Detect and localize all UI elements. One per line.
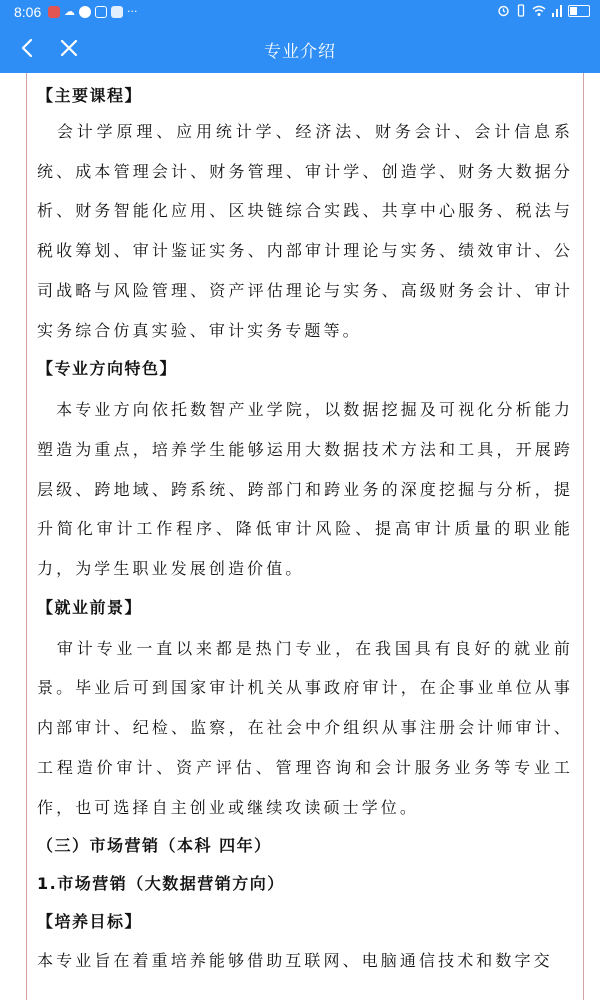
notification-box-icon xyxy=(95,6,107,18)
cloud-icon: ☁ xyxy=(64,5,75,18)
notification-circle-icon xyxy=(79,6,91,18)
notification-app-icon xyxy=(48,6,60,18)
goal-heading: 【培养目标】 xyxy=(37,912,143,932)
career-heading: 【就业前景】 xyxy=(37,597,143,617)
career-text: 审计专业一直以来都是热门专业，在我国具有良好的就业前景。毕业后可到国家审计机关从事政府审计，在企事业单位从事内部审计、纪检、监察，在社会中介组织从事注册会计师审计、工程造价审计、资产评估、管理咨询和会计服务业务等专业工作，也可选择自主创业或继续攻读硕士学位。 xyxy=(37,638,573,817)
features-text: 本专业方向依托数智产业学院，以数据挖掘及可视化分析能力塑造为重点，培养学生能够运用大数据技术方法和工具，开展跨层级、跨地域、跨系统、跨部门和跨业务的深度挖掘与分析，提升简化审计工作程序、降低审计风险、提高审计质量的职业能力，为学生职业发展创造价值。 xyxy=(37,400,573,579)
alarm-icon xyxy=(497,4,510,17)
main-courses-text: 会计学原理、应用统计学、经济法、财务会计、会计信息系统、成本管理会计、财务管理、审计学、创造学、财务大数据分析、财务智能化应用、区块链综合实践、共享中心服务、税法与税收筹划、审计鉴证实务、内部审计理论与实务、绩效审计、公司战略与风险管理、资产评估理论与实务、高级财务会计、审计实务综合仿真实验、审计实务专题等。 xyxy=(37,122,573,340)
subsection-heading: 1.市场营销（大数据营销方向） xyxy=(37,874,285,894)
battery-fill xyxy=(570,7,577,15)
wifi-icon xyxy=(532,5,546,17)
page-title: 专业介绍 xyxy=(264,42,336,62)
status-notification-icons xyxy=(48,6,138,18)
section-heading: （三）市场营销（本科 四年） xyxy=(37,836,272,856)
battery-icon xyxy=(568,5,590,17)
status-right-icons xyxy=(497,4,590,17)
top-bar xyxy=(0,0,600,73)
search-app-icon xyxy=(111,6,123,18)
status-bar xyxy=(0,0,600,24)
status-time: 8:06 xyxy=(14,4,42,20)
navigation-bar xyxy=(0,24,600,73)
article-content[interactable] xyxy=(26,73,584,1000)
vibrate-icon xyxy=(516,4,526,17)
main-courses-heading: 【主要课程】 xyxy=(37,86,143,105)
signal-icon xyxy=(552,5,562,17)
goal-text: 本专业旨在着重培养能够借助互联网、电脑通信技术和数字交 xyxy=(37,951,553,971)
features-heading: 【专业方向特色】 xyxy=(37,359,178,379)
more-notifications-icon: ··· xyxy=(127,5,138,18)
